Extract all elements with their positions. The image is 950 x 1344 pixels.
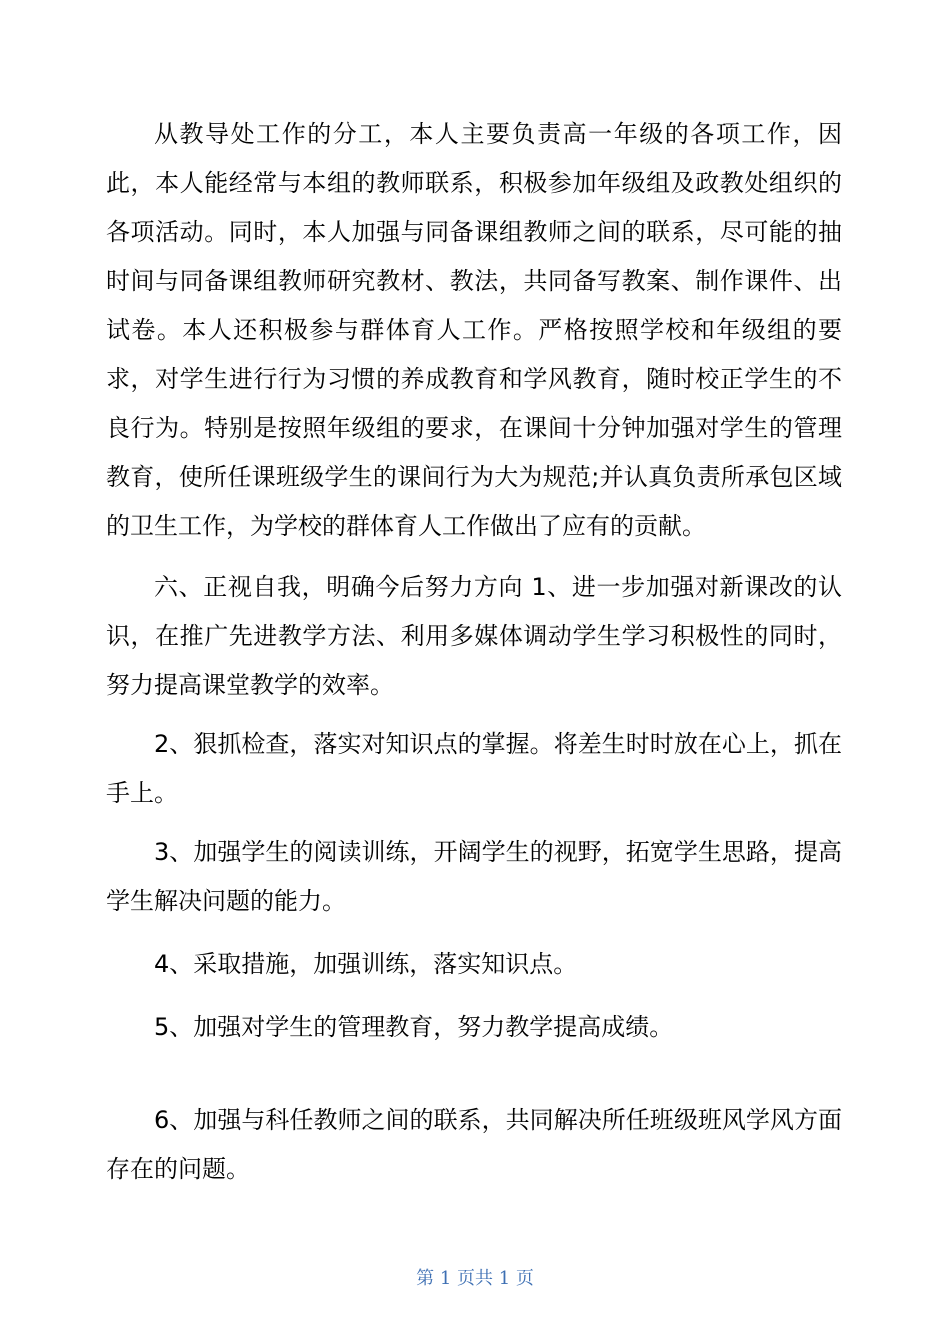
paragraph-item-5: 5、加强对学生的管理教育，努力教学提高成绩。 (154, 1013, 674, 1041)
paragraph-item-4: 4、采取措施，加强训练，落实知识点。 (154, 950, 578, 978)
paragraph-item-2: 2、狠抓检查，落实对知识点的掌握。将差生时时放在心上，抓在手上。 (106, 730, 842, 807)
paragraph-section-six: 六、正视自我，明确今后努力方向 1、进一步加强对新课改的认识，在推广先进教学方法、利用多媒体调动学生学习积极性的同时，努力提高课堂教学的效率。 (106, 573, 842, 699)
paragraph-item-3: 3、加强学生的阅读训练，开阔学生的视野，拓宽学生思路，提高学生解决问题的能力。 (106, 838, 842, 915)
paragraph-teamwork: 从教导处工作的分工，本人主要负责高一年级的各项工作，因此，本人能经常与本组的教师联系，积极参加年级组及政教处组织的各项活动。同时，本人加强与同备课组教师之间的联系，尽可能的抽时间与同备课组教师研究教材、教法，共同备写教案、制作课件、出试卷。本人还积极参与群体育人工作。严格按照学校和年级组的要求，对学生进行行为习惯的养成教育和学风教育，随时校正学生的不良行为。特别是按照年级组的要求，在课间十分钟加强对学生的管理教育，使所任课班级学生的课间行为大为规范;并认真负责所承包区域的卫生工作，为学校的群体育人工作做出了应有的贡献。 (106, 120, 842, 540)
document-body (106, 110, 842, 1194)
page-indicator: 第 1 页共 1 页 (416, 1268, 534, 1289)
paragraph-item-6: 6、加强与科任教师之间的联系，共同解决所任班级班风学风方面存在的问题。 (106, 1106, 842, 1183)
